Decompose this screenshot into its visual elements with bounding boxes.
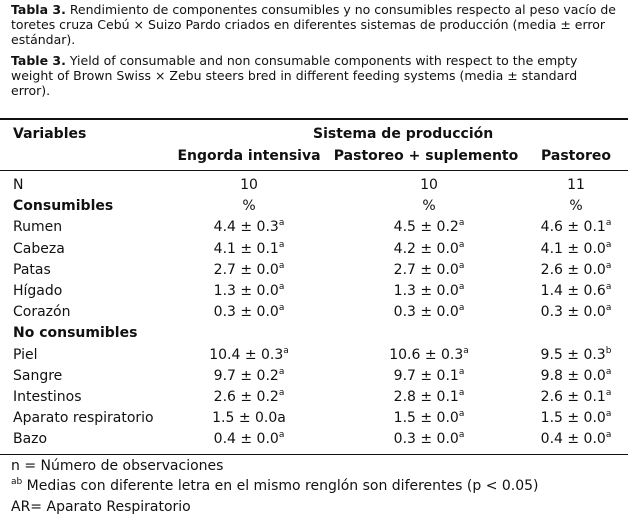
table-row xyxy=(0,389,628,410)
caption-spanish-label: Tabla 3. xyxy=(11,2,66,17)
significance-letter: a xyxy=(278,282,285,292)
header-col-pastoreo-suplemento: Pastoreo + suplemento xyxy=(333,148,519,164)
cell-value: 1.5 ± 0.0 xyxy=(393,410,459,427)
table-cell xyxy=(214,241,285,257)
table-cell xyxy=(214,283,285,299)
table-cell xyxy=(541,219,612,235)
table-cell xyxy=(541,283,612,299)
table-cell xyxy=(541,389,612,405)
header-col-engorda-intensiva: Engorda intensiva xyxy=(177,148,321,164)
table-cell xyxy=(541,368,612,384)
table-cell xyxy=(389,347,469,363)
table-row xyxy=(0,347,628,368)
significance-letter: a xyxy=(605,218,612,229)
table-cell xyxy=(541,304,612,320)
table-cell xyxy=(214,389,285,405)
table-cell xyxy=(394,410,465,426)
footnote-ab-mark: ab xyxy=(11,477,23,487)
cell-value: 4.6 ± 0.1 xyxy=(540,219,606,236)
row-label: Aparato respiratorio xyxy=(13,410,154,427)
significance-letter: a xyxy=(278,260,285,271)
footnote-ab-text: Medias con diferente letra en el mismo renglón son diferentes (p < 0.05) xyxy=(22,478,539,494)
cell-value: 11 xyxy=(567,177,585,193)
table-cell xyxy=(214,304,285,320)
row-label: Piel xyxy=(13,346,38,363)
cell-value: 2.6 ± 0.1 xyxy=(540,389,606,405)
cell-value: % xyxy=(242,198,256,215)
cell-value: 0.4 ± 0.0 xyxy=(213,431,279,448)
footnote-ar: AR= Aparato Respiratorio xyxy=(11,499,191,515)
table-cell xyxy=(567,177,585,193)
cell-value: 10 xyxy=(420,177,438,193)
cell-value: 10 xyxy=(240,177,258,193)
row-label: Hígado xyxy=(13,283,63,299)
table-cell xyxy=(394,283,465,299)
table-top-rule xyxy=(0,118,628,120)
table-cell xyxy=(209,347,289,363)
significance-letter: a xyxy=(458,366,465,377)
table-cell xyxy=(394,241,465,257)
cell-value: 0.3 ± 0.0 xyxy=(213,304,279,321)
header-variables: Variables xyxy=(13,126,87,142)
cell-value: 1.3 ± 0.0 xyxy=(213,283,279,299)
table-row xyxy=(0,177,628,198)
caption-spanish xyxy=(11,2,619,47)
row-label: Intestinos xyxy=(13,389,82,405)
table-row xyxy=(0,368,628,389)
table-cell xyxy=(541,347,612,363)
row-label: Bazo xyxy=(13,431,48,448)
significance-letter: b xyxy=(605,345,612,356)
table-cell xyxy=(214,368,285,384)
table-bottom-rule xyxy=(0,454,628,455)
caption-english xyxy=(11,53,619,98)
cell-value: 0.3 ± 0.0 xyxy=(540,304,606,321)
table-cell xyxy=(242,198,255,214)
significance-letter: a xyxy=(605,388,612,398)
table-cell xyxy=(394,368,465,384)
table-cell xyxy=(541,241,612,257)
footnote-n: n = Número de observaciones xyxy=(11,458,224,474)
significance-letter: a xyxy=(458,430,465,441)
table-cell xyxy=(394,262,465,278)
table-cell xyxy=(541,431,612,447)
table-cell xyxy=(240,177,258,193)
table-row xyxy=(0,262,628,283)
cell-value: 2.7 ± 0.0 xyxy=(393,261,459,278)
row-label: Sangre xyxy=(13,367,63,384)
significance-letter: a xyxy=(458,260,465,271)
table-cell xyxy=(394,219,465,235)
header-col-pastoreo: Pastoreo xyxy=(541,148,611,164)
header-production-system: Sistema de producción xyxy=(313,126,494,142)
table-cell xyxy=(214,219,285,235)
significance-letter: a xyxy=(605,239,612,250)
section-label: Consumibles xyxy=(13,198,114,215)
cell-value: 9.7 ± 0.1 xyxy=(393,367,459,384)
cell-value: 4.5 ± 0.2 xyxy=(393,219,459,236)
significance-letter: a xyxy=(278,239,285,250)
table-cell xyxy=(214,262,285,278)
row-label: N xyxy=(13,177,24,193)
cell-value: 9.5 ± 0.3 xyxy=(540,346,606,363)
significance-letter: a xyxy=(278,388,285,398)
cell-value: 2.7 ± 0.0 xyxy=(213,261,279,278)
table-cell xyxy=(422,198,435,214)
section-label: No consumibles xyxy=(13,325,138,342)
table-cell xyxy=(214,431,285,447)
cell-value: 1.5 ± 0.0a xyxy=(212,410,286,427)
cell-value: 4.1 ± 0.1 xyxy=(213,240,279,257)
table-row xyxy=(0,241,628,262)
caption-english-label: Table 3. xyxy=(11,53,66,68)
table-cell xyxy=(541,262,612,278)
cell-value: % xyxy=(422,198,436,215)
significance-letter: a xyxy=(278,303,285,314)
row-label: Corazón xyxy=(13,304,71,321)
table-cell xyxy=(394,304,465,320)
cell-value: 10.4 ± 0.3 xyxy=(209,346,284,363)
row-label: Rumen xyxy=(13,219,63,236)
significance-letter: a xyxy=(605,366,612,377)
table-header-rule xyxy=(0,170,628,171)
cell-value: 0.4 ± 0.0 xyxy=(540,431,606,448)
table-row xyxy=(0,325,628,346)
significance-letter: a xyxy=(605,409,612,420)
table-row xyxy=(0,219,628,240)
significance-letter: a xyxy=(605,260,612,271)
cell-value: 2.8 ± 0.1 xyxy=(393,389,459,405)
table-row xyxy=(0,410,628,431)
cell-value: 1.5 ± 0.0 xyxy=(540,410,606,427)
cell-value: 1.3 ± 0.0 xyxy=(393,283,459,299)
cell-value: 9.7 ± 0.2 xyxy=(213,367,279,384)
cell-value: % xyxy=(569,198,583,215)
significance-letter: a xyxy=(278,218,285,229)
cell-value: 2.6 ± 0.2 xyxy=(213,389,279,405)
significance-letter: a xyxy=(283,345,289,356)
caption-spanish-text: Rendimiento de componentes consumibles y no consumibles respecto al peso vacío de toretes cruza Cebú × Suizo Pardo criados en diferentes sistemas de producción (media ± error estándar). xyxy=(11,2,616,47)
cell-value: 10.6 ± 0.3 xyxy=(389,346,464,363)
row-label: Patas xyxy=(13,261,51,278)
cell-value: 2.6 ± 0.0 xyxy=(540,261,606,278)
caption-english-text: Yield of consumable and non consumable components with respect to the empty weight of Brown Swiss × Zebu steers bred in different feeding systems (media ± standard error). xyxy=(11,53,578,98)
table-cell xyxy=(569,198,582,214)
table-cell xyxy=(420,177,438,193)
significance-letter: a xyxy=(458,239,465,250)
significance-letter: a xyxy=(605,430,612,441)
significance-letter: a xyxy=(458,303,465,314)
cell-value: 4.2 ± 0.0 xyxy=(393,240,459,257)
row-label: Cabeza xyxy=(13,240,65,257)
cell-value: 1.4 ± 0.6 xyxy=(540,283,606,299)
significance-letter: a xyxy=(278,366,285,377)
table-row xyxy=(0,283,628,304)
cell-value: 0.3 ± 0.0 xyxy=(393,431,459,448)
significance-letter: a xyxy=(458,409,465,420)
cell-value: 9.8 ± 0.0 xyxy=(540,367,606,384)
table-row xyxy=(0,198,628,219)
significance-letter: a xyxy=(458,218,465,229)
significance-letter: a xyxy=(458,388,465,398)
significance-letter: a xyxy=(605,282,612,292)
significance-letter: a xyxy=(458,282,465,292)
table-cell xyxy=(394,431,465,447)
cell-value: 0.3 ± 0.0 xyxy=(393,304,459,321)
significance-letter: a xyxy=(278,430,285,441)
significance-letter: a xyxy=(605,303,612,314)
cell-value: 4.1 ± 0.0 xyxy=(540,240,606,257)
table-row xyxy=(0,431,628,452)
cell-value: 4.4 ± 0.3 xyxy=(213,219,279,236)
footnote-ab xyxy=(11,478,539,494)
significance-letter: a xyxy=(463,345,469,356)
table-row xyxy=(0,304,628,325)
table-cell xyxy=(394,389,465,405)
table-cell xyxy=(541,410,612,426)
table-cell xyxy=(212,410,286,426)
